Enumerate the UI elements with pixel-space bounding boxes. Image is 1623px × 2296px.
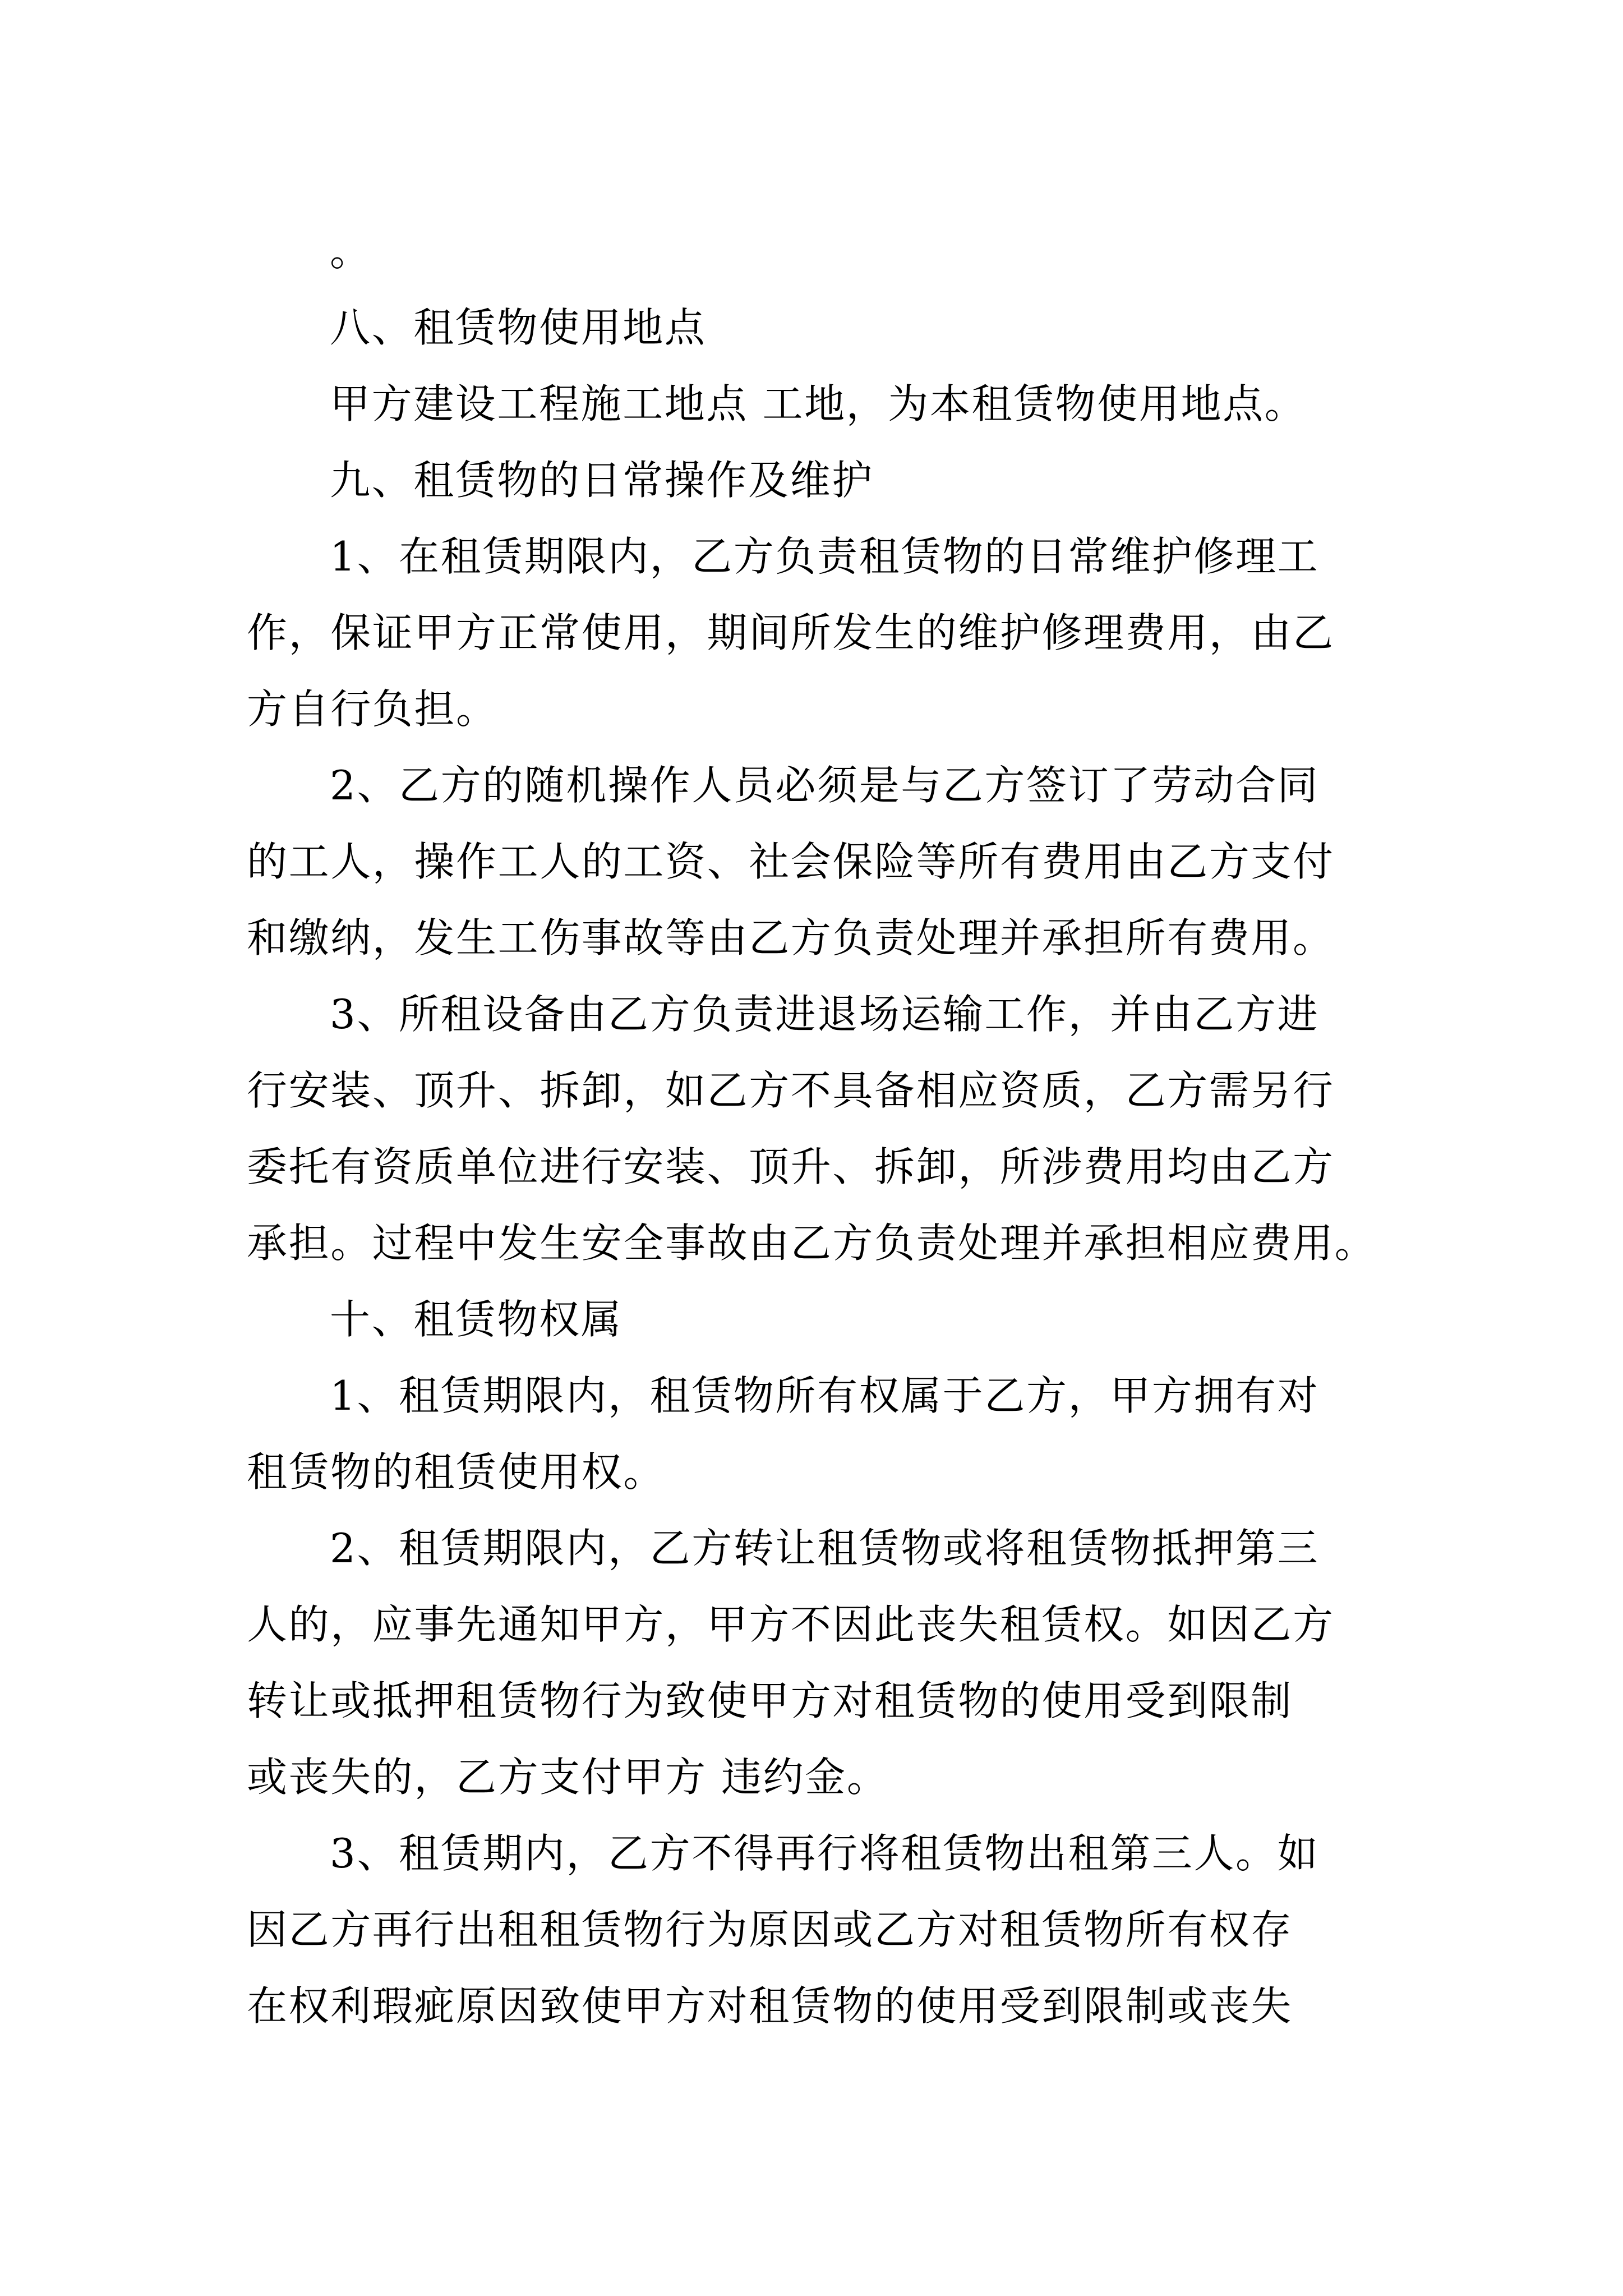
- text-line: 3、所租设备由乙方负责进退场运输工作，并由乙方进: [330, 991, 1320, 1038]
- text-line: 1、租赁期限内，租赁物所有权属于乙方，甲方拥有对: [330, 1372, 1320, 1419]
- text-line: 作，保证甲方正常使用，期间所发生的维护修理费用，由乙: [247, 609, 1335, 656]
- text-line: 3、租赁期内，乙方不得再行将租赁物出租第三人。如: [330, 1830, 1320, 1877]
- text-line: 转让或抵押租赁物行为致使甲方对租赁物的使用受到限制: [247, 1677, 1293, 1724]
- text-line: 2、乙方的随机操作人员必须是与乙方签订了劳动合同: [330, 762, 1320, 809]
- text-line: 1、在租赁期限内，乙方负责租赁物的日常维护修理工: [330, 533, 1320, 580]
- text-line: 或丧失的，乙方支付甲方 违约金。: [247, 1754, 889, 1801]
- text-line: 方自行负担。: [247, 685, 498, 733]
- text-line: 委托有资质单位进行安装、顶升、拆卸，所涉费用均由乙方: [247, 1143, 1335, 1190]
- text-line: 在权利瑕疵原因致使甲方对租赁物的使用受到限制或丧失: [247, 1982, 1293, 2030]
- text-line: 九、租赁物的日常操作及维护: [330, 457, 874, 504]
- text-line: 八、租赁物使用地点: [330, 304, 707, 351]
- text-line: 租赁物的租赁使用权。: [247, 1448, 666, 1496]
- text-line: 。: [330, 228, 372, 275]
- text-line: 2、租赁期限内，乙方转让租赁物或将租赁物抵押第三: [330, 1525, 1320, 1572]
- text-line: 甲方建设工程施工地点 工地，为本租赁物使用地点。: [330, 380, 1307, 427]
- text-line: 十、租赁物权属: [330, 1296, 623, 1343]
- text-line: 因乙方再行出租租赁物行为原因或乙方对租赁物所有权存: [247, 1906, 1293, 1953]
- text-line: 的工人，操作工人的工资、社会保险等所有费用由乙方支付: [247, 838, 1335, 885]
- text-line: 和缴纳，发生工伤事故等由乙方负责处理并承担所有费用。: [247, 914, 1335, 961]
- text-line: 承担。过程中发生安全事故由乙方负责处理并承担相应费用。: [247, 1220, 1377, 1267]
- document-body: [247, 213, 1413, 2044]
- text-line: 人的，应事先通知甲方，甲方不因此丧失租赁权。如因乙方: [247, 1601, 1335, 1648]
- text-line: 行安装、顶升、拆卸，如乙方不具备相应资质，乙方需另行: [247, 1067, 1335, 1114]
